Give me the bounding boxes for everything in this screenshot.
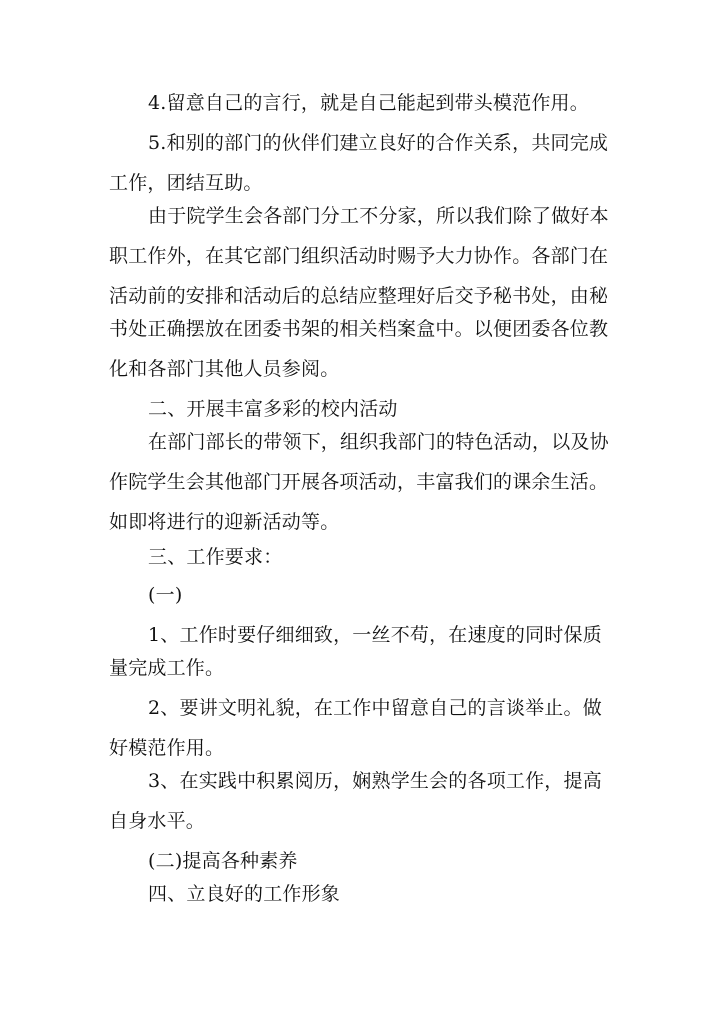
text-line: 4.留意自己的言行，就是自己能起到带头模范作用。 <box>148 92 589 114</box>
subsection-heading: (一) <box>148 584 183 606</box>
subsection-heading: (二)提高各种素养 <box>148 850 298 872</box>
text-line: 1、工作时要仔细细致，一丝不苟，在速度的同时保质 <box>148 624 602 646</box>
text-line: 5.和别的部门的伙伴们建立良好的合作关系，共同完成 <box>148 132 609 154</box>
section-heading: 二、开展丰富多彩的校内活动 <box>148 398 398 420</box>
text-line: 好模范作用。 <box>109 737 225 759</box>
section-heading: 三、工作要求： <box>148 546 283 568</box>
text-line: 3、在实践中积累阅历，娴熟学生会的各项工作，提高 <box>148 770 602 792</box>
text-line: 2、要讲文明礼貌，在工作中留意自己的言谈举止。做 <box>148 697 602 719</box>
text-line: 量完成工作。 <box>109 657 225 679</box>
text-line: 工作，团结互助。 <box>109 172 263 194</box>
text-line: 作院学生会其他部门开展各项活动，丰富我们的课余生活。 <box>109 471 609 493</box>
text-line: 自身水平。 <box>109 810 206 832</box>
text-line: 化和各部门其他人员参阅。 <box>109 358 340 380</box>
text-line: 如即将进行的迎新活动等。 <box>109 511 340 533</box>
text-line: 书处正确摆放在团委书架的相关档案盒中。以便团委各位教 <box>109 318 609 340</box>
text-line: 活动前的安排和活动后的总结应整理好后交予秘书处，由秘 <box>109 285 609 307</box>
text-line: 职工作外，在其它部门组织活动时赐予大力协作。各部门在 <box>109 245 609 267</box>
text-line: 在部门部长的带领下，组织我部门的特色活动，以及协 <box>148 431 609 453</box>
text-line: 由于院学生会各部门分工不分家，所以我们除了做好本 <box>148 205 609 227</box>
section-heading: 四、立良好的工作形象 <box>148 883 341 905</box>
